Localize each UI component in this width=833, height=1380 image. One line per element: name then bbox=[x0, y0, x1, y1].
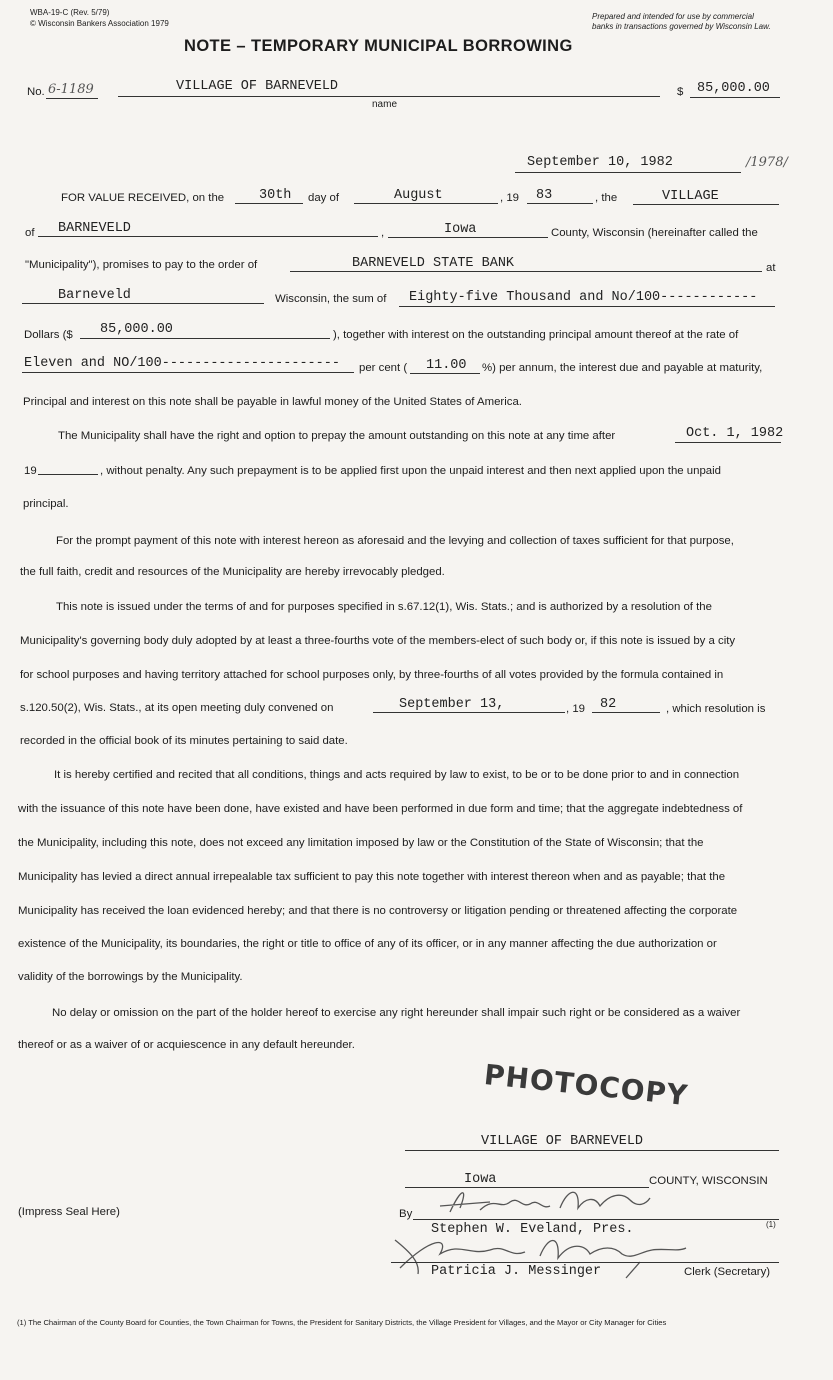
p1-text-d: , the bbox=[595, 192, 618, 204]
p12-text: the full faith, credit and resources of the Municipality are hereby irrevocably pledged. bbox=[20, 566, 445, 578]
municipality-type: VILLAGE bbox=[662, 189, 719, 204]
signature-county-label: COUNTY, WISCONSIN bbox=[649, 1175, 768, 1187]
name-line bbox=[118, 96, 660, 97]
p19-text: with the issuance of this note have been done, have existed and have been performed in due form and time; that the aggregate indebtedness of bbox=[18, 803, 743, 815]
day-line bbox=[235, 203, 303, 204]
month-value: August bbox=[394, 188, 443, 203]
p2-text-a: of bbox=[25, 227, 35, 239]
dollars-value: 85,000.00 bbox=[100, 322, 173, 337]
prepay-year-line bbox=[38, 474, 98, 475]
p14-text: Municipality's governing body duly adopted by at least a three-fourths vote of the members-elect of such body or, if this note is issued by a city bbox=[20, 635, 736, 647]
p10-text: principal. bbox=[23, 498, 69, 510]
p5-text-b: ), together with interest on the outstanding principal amount thereof at the rate of bbox=[333, 329, 739, 341]
photocopy-stamp: PHOTOCOPY bbox=[482, 1058, 690, 1113]
p1-text-c: , 19 bbox=[500, 192, 519, 204]
sum-words-value: Eighty-five Thousand and No/100------------ bbox=[409, 290, 758, 305]
p9-text-a: 19 bbox=[24, 465, 37, 477]
note-date: September 10, 1982 bbox=[527, 155, 673, 170]
clerk-line bbox=[391, 1262, 779, 1263]
year-value: 83 bbox=[536, 188, 553, 203]
p1-text-a: FOR VALUE RECEIVED, on the bbox=[61, 192, 225, 204]
payee-line bbox=[290, 271, 762, 272]
president-line bbox=[413, 1219, 779, 1220]
rate-value: 11.00 bbox=[426, 358, 467, 373]
of-line bbox=[38, 236, 378, 237]
p20-text: the Municipality, including this note, does not exceed any limitation imposed by law or the Constitution of the State of Wisconsin; that the bbox=[18, 837, 704, 849]
disclaimer-line2: banks in transactions governed by Wisconsin Law. bbox=[592, 22, 771, 31]
p24-text: validity of the borrowings by the Municipality. bbox=[18, 971, 243, 983]
note-amount: 85,000.00 bbox=[697, 81, 770, 96]
county-value: Iowa bbox=[444, 222, 477, 237]
president-name: Stephen W. Eveland, Pres. bbox=[431, 1222, 634, 1237]
meeting-year-value: 82 bbox=[600, 697, 617, 712]
month-line bbox=[354, 203, 498, 204]
p9-text-b: , without penalty. Any such prepayment is to be applied first upon the unpaid interest and then next applied upon the unpaid bbox=[100, 465, 722, 477]
meeting-date-value: September 13, bbox=[399, 697, 505, 712]
rate-line bbox=[410, 373, 480, 374]
meeting-year-line bbox=[592, 712, 660, 713]
p2-comma: , bbox=[381, 227, 385, 239]
seal-label: (Impress Seal Here) bbox=[18, 1206, 120, 1218]
copyright: © Wisconsin Bankers Association 1979 bbox=[30, 19, 169, 28]
p23-text: existence of the Municipality, its boundaries, the right or title to office of any of its officer, or in any manner affecting the due authorization or bbox=[18, 938, 717, 950]
place-line bbox=[22, 303, 264, 304]
p16-text-c: , which resolution is bbox=[666, 703, 766, 715]
p18-text: It is hereby certified and recited that all conditions, things and acts required by law to exist, to be or to be done prior to and in connection bbox=[54, 769, 740, 781]
p3-text-a: "Municipality"), promises to pay to the order of bbox=[25, 259, 258, 271]
p7-text: Principal and interest on this note shall be payable in lawful money of the United States of America. bbox=[23, 396, 522, 408]
p15-text: for school purposes and having territory attached for school purposes only, by three-fourths of all votes provided by the formula contained in bbox=[20, 669, 724, 681]
payee-value: BARNEVELD STATE BANK bbox=[352, 256, 515, 271]
dollar-sign: $ bbox=[677, 86, 684, 98]
p11-text: For the prompt payment of this note with interest hereon as aforesaid and the levying and collection of taxes sufficient for that purpose, bbox=[56, 535, 734, 547]
p25-text: No delay or omission on the part of the holder hereof to exercise any right hereunder shall impair such right or be considered as a waiver bbox=[52, 1007, 741, 1019]
prepay-line bbox=[675, 442, 781, 443]
county-line bbox=[388, 237, 548, 238]
date-line bbox=[515, 172, 741, 173]
p17-text: recorded in the official book of its minutes pertaining to said date. bbox=[20, 735, 348, 747]
signature-county: Iowa bbox=[464, 1172, 497, 1187]
date-suffix: /1978/ bbox=[746, 155, 788, 170]
note-no-value: 6-1189 bbox=[48, 82, 94, 97]
p2-text-b: County, Wisconsin (hereinafter called the bbox=[551, 227, 758, 239]
president-note: (1) bbox=[766, 1220, 776, 1229]
sum-line bbox=[399, 306, 775, 307]
rate-words-value: Eleven and NO/100---------------------- bbox=[24, 356, 340, 371]
meeting-line bbox=[373, 712, 565, 713]
clerk-label: Clerk (Secretary) bbox=[684, 1266, 771, 1278]
rate-words-line bbox=[22, 372, 354, 373]
p1-text-b: day of bbox=[308, 192, 340, 204]
note-no-line bbox=[46, 98, 98, 99]
signature-municipality: VILLAGE OF BARNEVELD bbox=[481, 1134, 644, 1149]
municipality-line bbox=[405, 1150, 779, 1151]
p16-text-a: s.120.50(2), Wis. Stats., at its open meeting duly convened on bbox=[20, 702, 334, 714]
president-signature bbox=[410, 1178, 670, 1228]
by-label: By bbox=[399, 1208, 413, 1220]
place-value: Barneveld bbox=[58, 288, 131, 303]
p21-text: Municipality has levied a direct annual irrepealable tax sufficient to pay this note together with interest thereon when and as payable; that the bbox=[18, 871, 726, 883]
prepay-value: Oct. 1, 1982 bbox=[686, 426, 784, 441]
year-line bbox=[527, 203, 593, 204]
note-no-label: No. bbox=[27, 86, 45, 98]
dollars-line bbox=[80, 338, 330, 339]
p16-text-b: , 19 bbox=[566, 703, 585, 715]
amount-line bbox=[690, 97, 780, 98]
form-number: WBA-19-C (Rev. 5/79) bbox=[30, 8, 110, 17]
p5-text-a: Dollars ($ bbox=[24, 329, 73, 341]
name-label: name bbox=[372, 99, 398, 110]
p26-text: thereof or as a waiver of or acquiescence in any default hereunder. bbox=[18, 1039, 355, 1051]
disclaimer-line1: Prepared and intended for use by commercial bbox=[592, 12, 754, 21]
p8-text: The Municipality shall have the right and option to prepay the amount outstanding on this note at any time after bbox=[58, 430, 616, 442]
p6-text-b: %) per annum, the interest due and payable at maturity, bbox=[482, 362, 763, 374]
municipality-name: VILLAGE OF BARNEVELD bbox=[176, 79, 339, 94]
footnote: (1) The Chairman of the County Board for Counties, the Town Chairman for Towns, the President for Sanitary Districts, the Village President for Villages, and the Mayor or City Manager for Cities bbox=[17, 1318, 667, 1327]
clerk-name: Patricia J. Messinger bbox=[431, 1264, 602, 1279]
p3-at: at bbox=[766, 262, 776, 274]
of-value: BARNEVELD bbox=[58, 221, 131, 236]
type-line bbox=[633, 204, 779, 205]
day-value: 30th bbox=[259, 188, 292, 203]
document-title: NOTE – TEMPORARY MUNICIPAL BORROWING bbox=[184, 37, 573, 55]
p4-text-a: Wisconsin, the sum of bbox=[275, 293, 387, 305]
p22-text: Municipality has received the loan evidenced hereby; and that there is no controversy or litigation pending or threatened affecting the corporate bbox=[18, 905, 738, 917]
p13-text: This note is issued under the terms of and for purposes specified in s.67.12(1), Wis. Stats.; and is authorized by a resolution of the bbox=[56, 601, 712, 613]
p6-text-a: per cent ( bbox=[359, 362, 408, 374]
